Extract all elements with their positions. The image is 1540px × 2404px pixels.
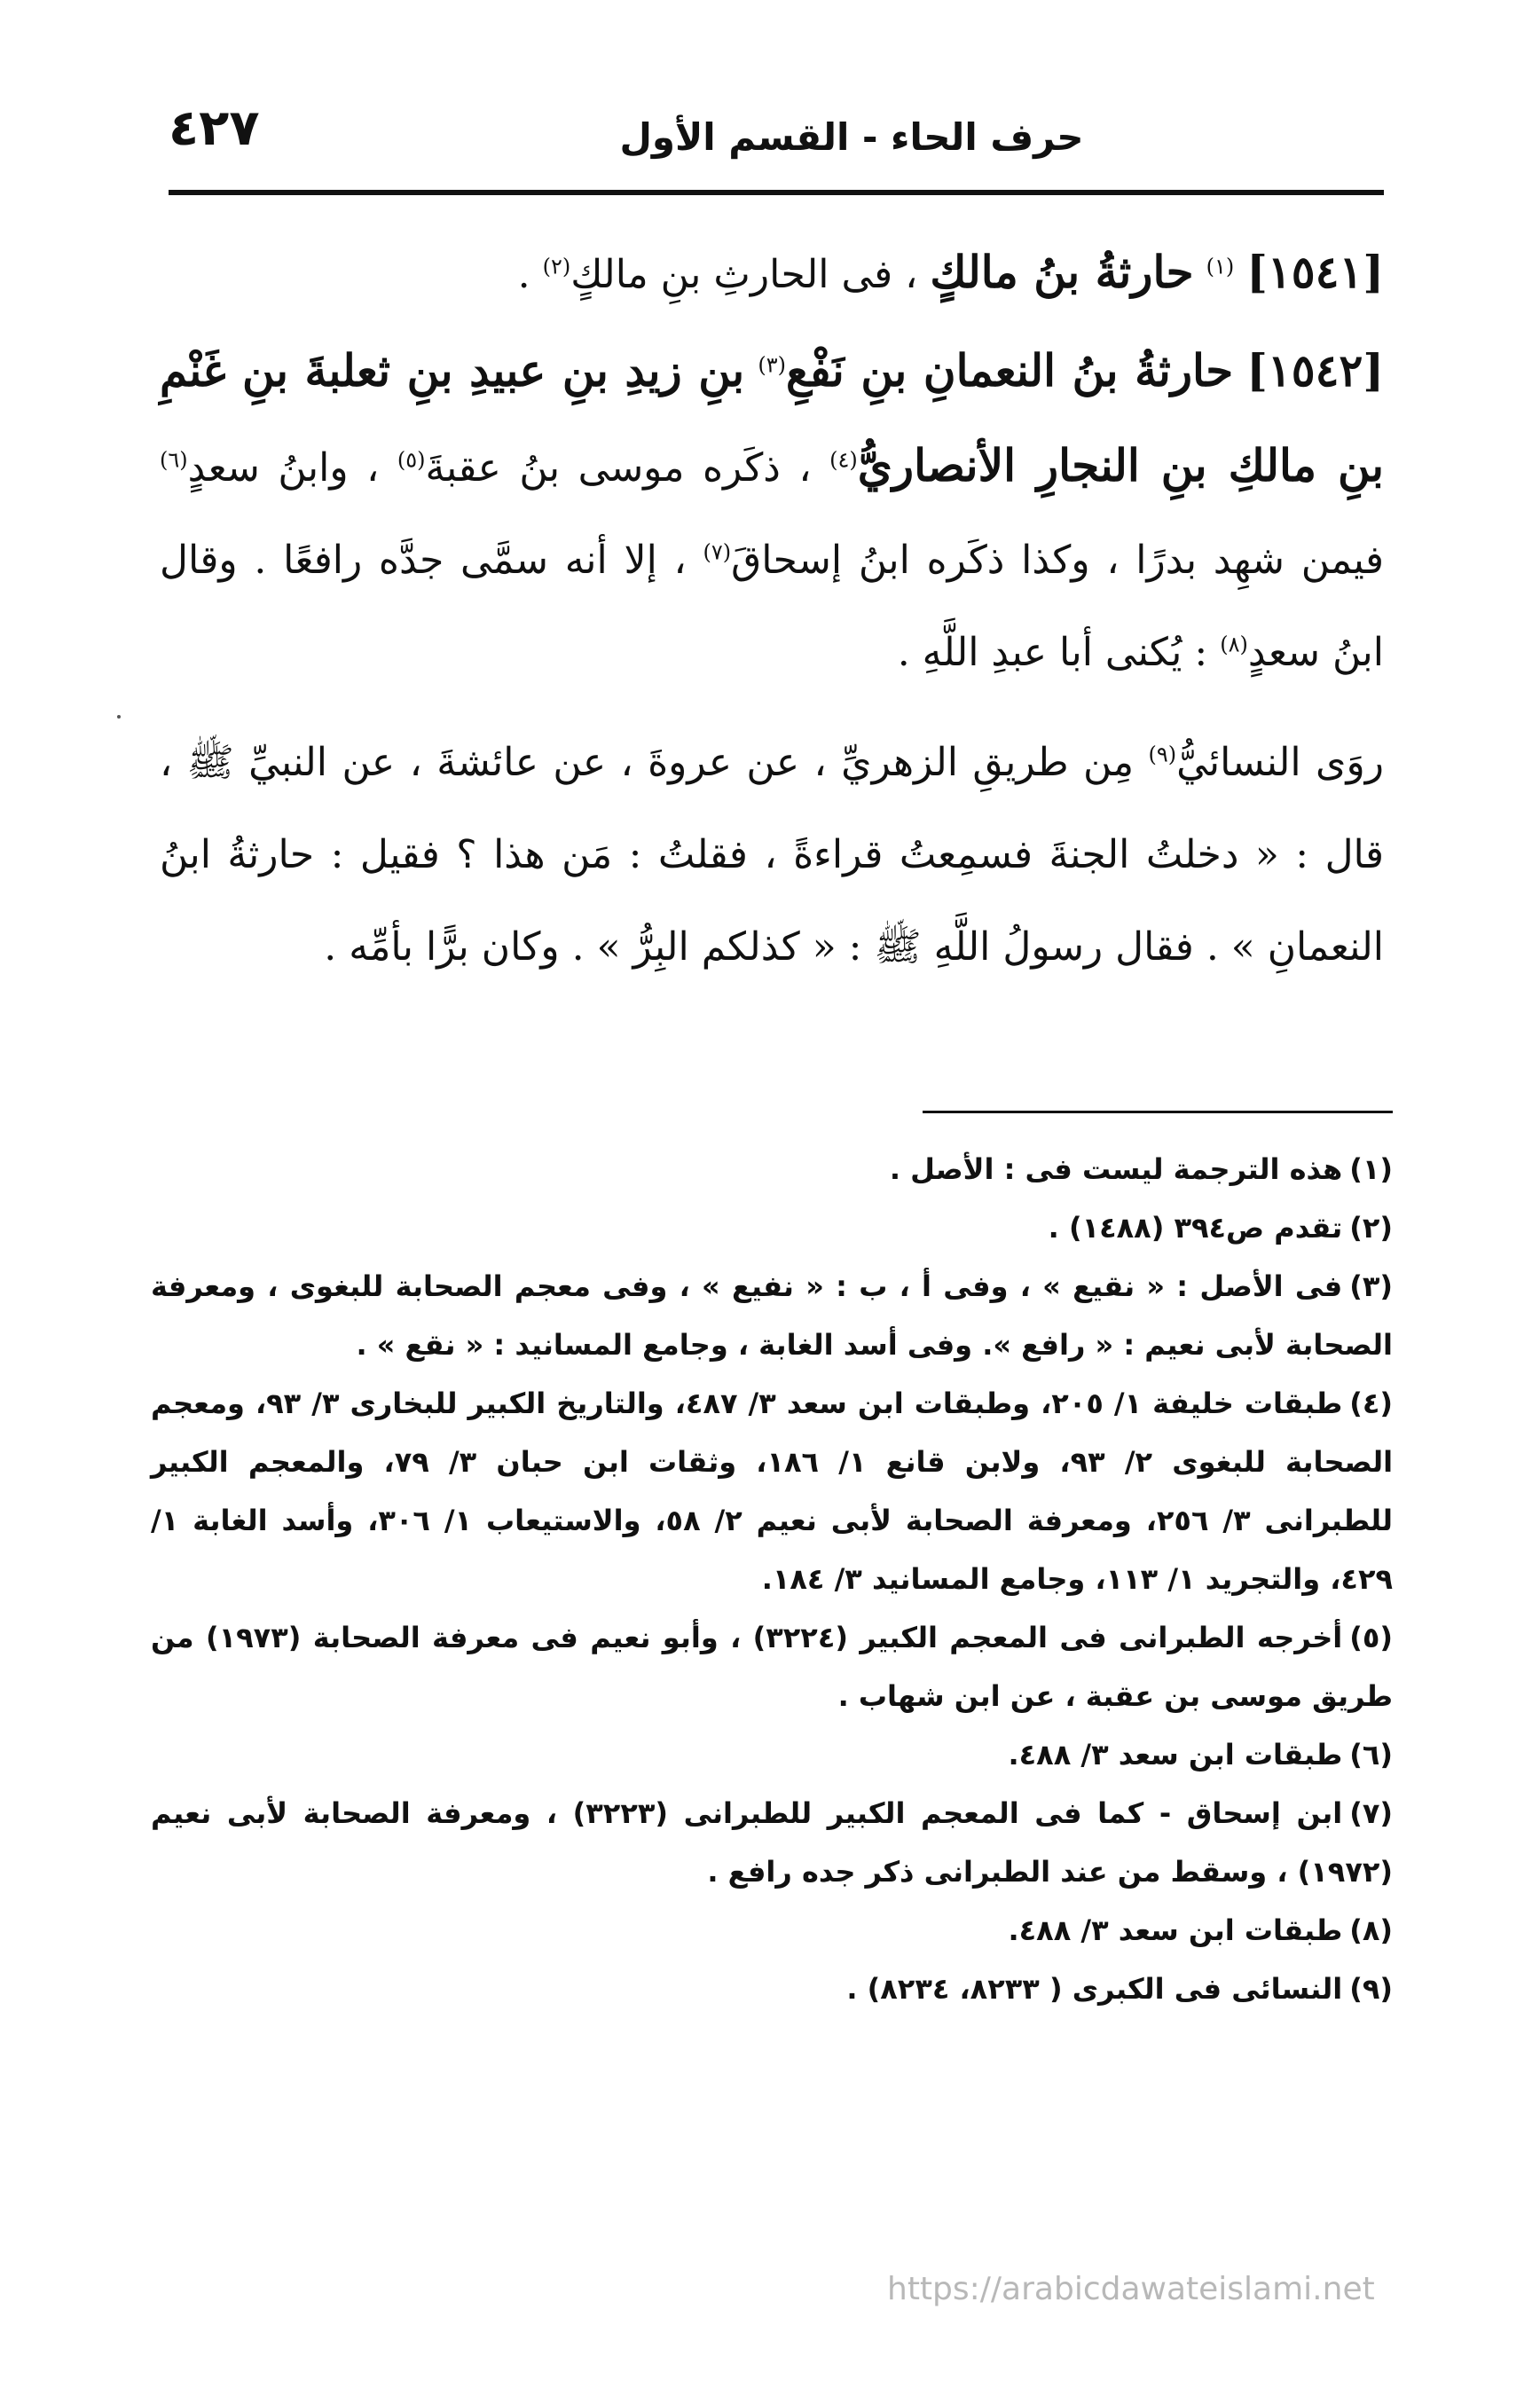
footnote-text: ابن إسحاق - كما فى المعجم الكبير للطبرانى (٣٢٢٣) ، ومعرفة الصحابة لأبى نعيم (١٩٧٢) ، وسقط من عند الطبرانى ذكر جده رافع . (151, 1796, 1393, 1889)
hadith-text: روَى النسائيُّ (1176, 740, 1384, 785)
footnote-ref: (٣) (758, 352, 786, 378)
footnote (151, 1140, 1393, 1198)
entry-name: حارثةُ بنُ النعمانِ بنِ نَفْعِ (785, 344, 1234, 397)
footnote-ref: (٥) (397, 447, 426, 473)
footnote (151, 1960, 1393, 2018)
footnote-number: (١) (1349, 1152, 1393, 1186)
entry-end: . (517, 252, 543, 297)
footnote (151, 1608, 1393, 1725)
footnote-text: فى الأصل : « نقيع » ، وفى أ ، ب : « نفيع » ، وفى معجم الصحابة للبغوى ، ومعرفة الصحابة لأبى نعيم : « رافع ». وفى أسد الغابة ، وجامع المسانيد : « نقع » . (151, 1269, 1393, 1362)
page-header (169, 99, 1384, 179)
hadith-paragraph (160, 717, 1384, 994)
footnote-number: (٣) (1349, 1269, 1393, 1303)
footnote-ref: (٨) (1220, 632, 1248, 657)
footnote-ref: (٦) (160, 447, 188, 473)
entry-name: حارثةُ بنُ مالكٍ (930, 246, 1194, 298)
entry-number: [١٥٤٢] (1246, 344, 1384, 397)
footnote-number: (٢) (1349, 1211, 1393, 1245)
scan-speck (117, 715, 121, 719)
watermark-url: https://arabicdawateislami.net (887, 2271, 1375, 2307)
footnote-ref: (٢) (542, 254, 571, 279)
footnote-number: (٧) (1349, 1796, 1394, 1830)
hadith-text: مِن طريقِ الزهريِّ ، عن عروةَ ، عن عائشةَ ، عن النبيِّ ﷺ ، قال : « دخلتُ الجنةَ فسمِعتُ قراءةً ، فقلتُ : مَن هذا ؟ فقيل : حارثةُ ابنُ النعمانِ » . فقال رسولُ اللَّهِ ﷺ : « كذلكم البِرُّ » . وكان برًّا بأمِّه . (160, 740, 1384, 970)
footnote-ref: (١) (1206, 254, 1235, 279)
footnote-number: (٥) (1349, 1621, 1394, 1654)
footnote-text: طبقات خليفة ١/ ٢٠٥، وطبقات ابن سعد ٣/ ٤٨٧، والتاريخ الكبير للبخارى ٣/ ٩٣، ومعجم الصحابة للبغوى ٢/ ٩٣، ولابن قانع ١/ ١٨٦، وثقات ابن حبان ٣/ ٧٩، والمعجم الكبير للطبرانى ٣/ ٢٥٦، ومعرفة الصحابة لأبى نعيم ٢/ ٥٨، والاستيعاب ١/ ٣٠٦، وأسد الغابة ١/ ٤٢٩، والتجريد ١/ ١١٣، وجامع المسانيد ٣/ ١٨٤. (151, 1387, 1394, 1596)
footnote-text: النسائى فى الكبرى ( ٨٢٣٣، ٨٢٣٤) . (846, 1972, 1343, 2006)
entry-text: ، إلا أنه سمَّى جدَّه رافعًا . وقال ابنُ سعدٍ (160, 538, 1384, 675)
entry-text: ، ذكَره موسى بنُ عقبةَ (425, 445, 812, 491)
footnotes (151, 1140, 1393, 2018)
entry-number: [١٥٤١] (1246, 246, 1384, 298)
footnote-ref: (٤) (829, 447, 858, 473)
footnote-text: تقدم ص٣٩٤ (١٤٨٨) . (1048, 1211, 1343, 1245)
footnote-text: طبقات ابن سعد ٣/ ٤٨٨. (1008, 1913, 1343, 1947)
footnote (151, 1725, 1393, 1784)
footnote (151, 1784, 1393, 1901)
footnote-text: أخرجه الطبرانى فى المعجم الكبير (٣٢٢٤) ، وأبو نعيم فى معرفة الصحابة (١٩٧٣) من طريق موسى بن عقبة ، عن ابن شهاب . (151, 1621, 1393, 1713)
footnote-ref: (٩) (1148, 742, 1177, 767)
footnote-number: (٤) (1349, 1387, 1394, 1420)
page-number: ٤٢٧ (169, 99, 260, 157)
entry-name-continued: بنِ زيدِ بنِ عبيدِ بنِ ثعلبةَ بنِ غَنْمِ بنِ مالكِ بنِ النجارِ الأنصاريُّ (160, 344, 1384, 491)
entry-text: ، وابنُ سعدٍ (187, 445, 380, 491)
entry-text: : يُكنى أبا عبدِ اللَّهِ . (897, 630, 1208, 675)
running-title: حرف الحاء - القسم الأول (619, 115, 1084, 159)
entry-1542 (160, 325, 1384, 699)
footnote-number: (٦) (1349, 1738, 1393, 1772)
footnote-number: (٨) (1349, 1913, 1393, 1947)
footnote-ref: (٧) (703, 539, 732, 565)
footnote (151, 1198, 1393, 1257)
header-rule (169, 190, 1384, 195)
footnote-text: طبقات ابن سعد ٣/ ٤٨٨. (1008, 1738, 1343, 1772)
entry-1541 (160, 226, 1384, 321)
main-text (160, 226, 1384, 994)
footnote-text: هذه الترجمة ليست فى : الأصل . (889, 1152, 1343, 1186)
footnote (151, 1374, 1393, 1608)
footnote-number: (٩) (1349, 1972, 1393, 2006)
footnote-rule (923, 1111, 1393, 1113)
footnote (151, 1901, 1393, 1960)
entry-text: فيمن شهِد بدرًا ، وكذا ذكَره ابنُ إسحاقَ (731, 538, 1384, 583)
footnote (151, 1257, 1393, 1374)
entry-text: ، فى الحارثِ بنِ مالكٍ (570, 252, 918, 297)
